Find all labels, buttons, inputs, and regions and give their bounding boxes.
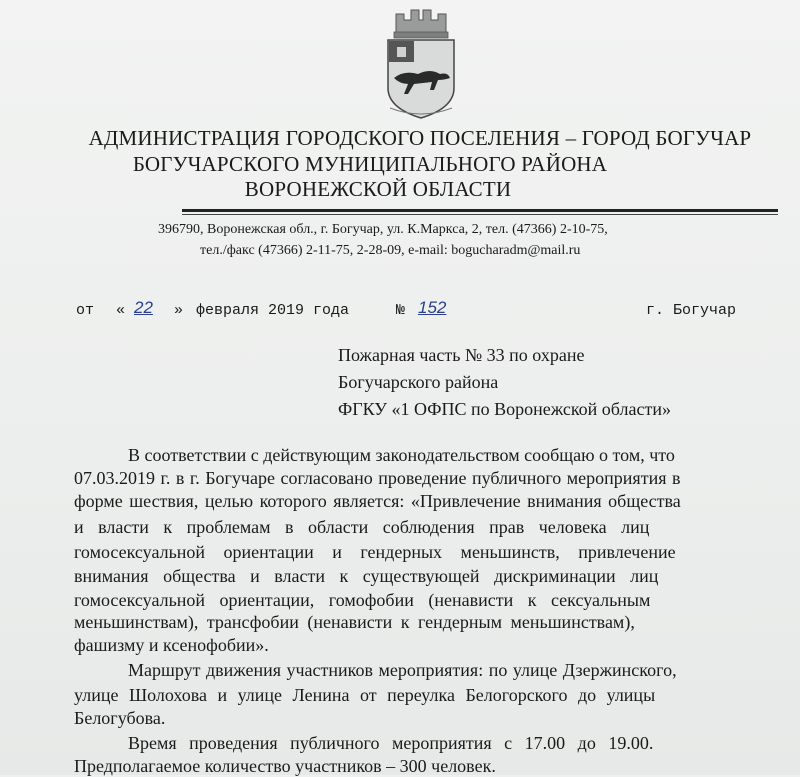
header-rule-thin: [182, 214, 778, 215]
ref-quote-close: »: [174, 302, 184, 319]
body-line: улице Шолохова и улице Ленина от переулка Белогорского до улицы: [74, 685, 656, 705]
addressee-line1: Пожарная часть № 33 по охране: [338, 345, 585, 365]
body-line: внимания общества и власти к существующей дискриминации лиц: [74, 566, 659, 586]
body-line: В соответствии с действующим законодательством сообщаю о том, что: [128, 445, 675, 465]
body-line: Маршрут движения участников мероприятия: по улице Дзержинского,: [128, 660, 677, 680]
ref-month-year: февраля 2019 года: [196, 302, 350, 319]
address-line2: тел./факс (47366) 2-11-75, 2-28-09, e-mail: bogucharadm@mail.ru: [200, 243, 581, 258]
org-name-line1: АДМИНИСТРАЦИЯ ГОРОДСКОГО ПОСЕЛЕНИЯ – ГОРОД БОГУЧАР: [88, 126, 752, 150]
body-line: Белогубова.: [74, 708, 166, 728]
address-line1: 396790, Воронежская обл., г. Богучар, ул. К.Маркса, 2, тел. (47366) 2-10-75,: [158, 222, 608, 237]
header-rule-thick: [182, 209, 778, 212]
ref-number-label: №: [396, 302, 406, 319]
ref-city: г. Богучар: [646, 302, 737, 319]
ref-from-label: от: [76, 302, 95, 319]
body-line: форме шествия, целью которого является: «Привлечение внимания общества: [74, 491, 681, 511]
org-name-line3: ВОРОНЕЖСКОЙ ОБЛАСТИ: [244, 177, 512, 201]
org-name-line2: БОГУЧАРСКОГО МУНИЦИПАЛЬНОГО РАЙОНА: [132, 152, 608, 176]
body-line: и власти к проблемам в области соблюдения прав человека лиц: [74, 517, 650, 537]
body-line: меньшинствам), трансфобии (ненависти к гендерным меньшинствам),: [74, 612, 635, 632]
body-line: Предполагаемое количество участников – 300 человек.: [74, 756, 496, 776]
addressee-line2: Богучарского района: [338, 372, 499, 392]
body-line: гомосексуальной ориентации и гендерных меньшинств, привлечение: [74, 542, 676, 562]
body-line: Время проведения публичного мероприятия с 17.00 до 19.00.: [128, 733, 654, 753]
body-line: гомосексуальной ориентации, гомофобии (ненависти к сексуальным: [74, 590, 651, 610]
ref-number-handwritten: 152: [418, 298, 447, 317]
body-line: фашизму и ксенофобии».: [74, 635, 269, 655]
ref-quote-open: «: [116, 302, 126, 319]
boguchar-coat-of-arms-icon: [378, 4, 464, 122]
ref-day-handwritten: 22: [134, 298, 153, 317]
body-line: 07.03.2019 г. в г. Богучаре согласовано проведение публичного мероприятия в: [74, 468, 681, 488]
addressee-line3: ФГКУ «1 ОФПС по Воронежской области»: [338, 399, 671, 419]
